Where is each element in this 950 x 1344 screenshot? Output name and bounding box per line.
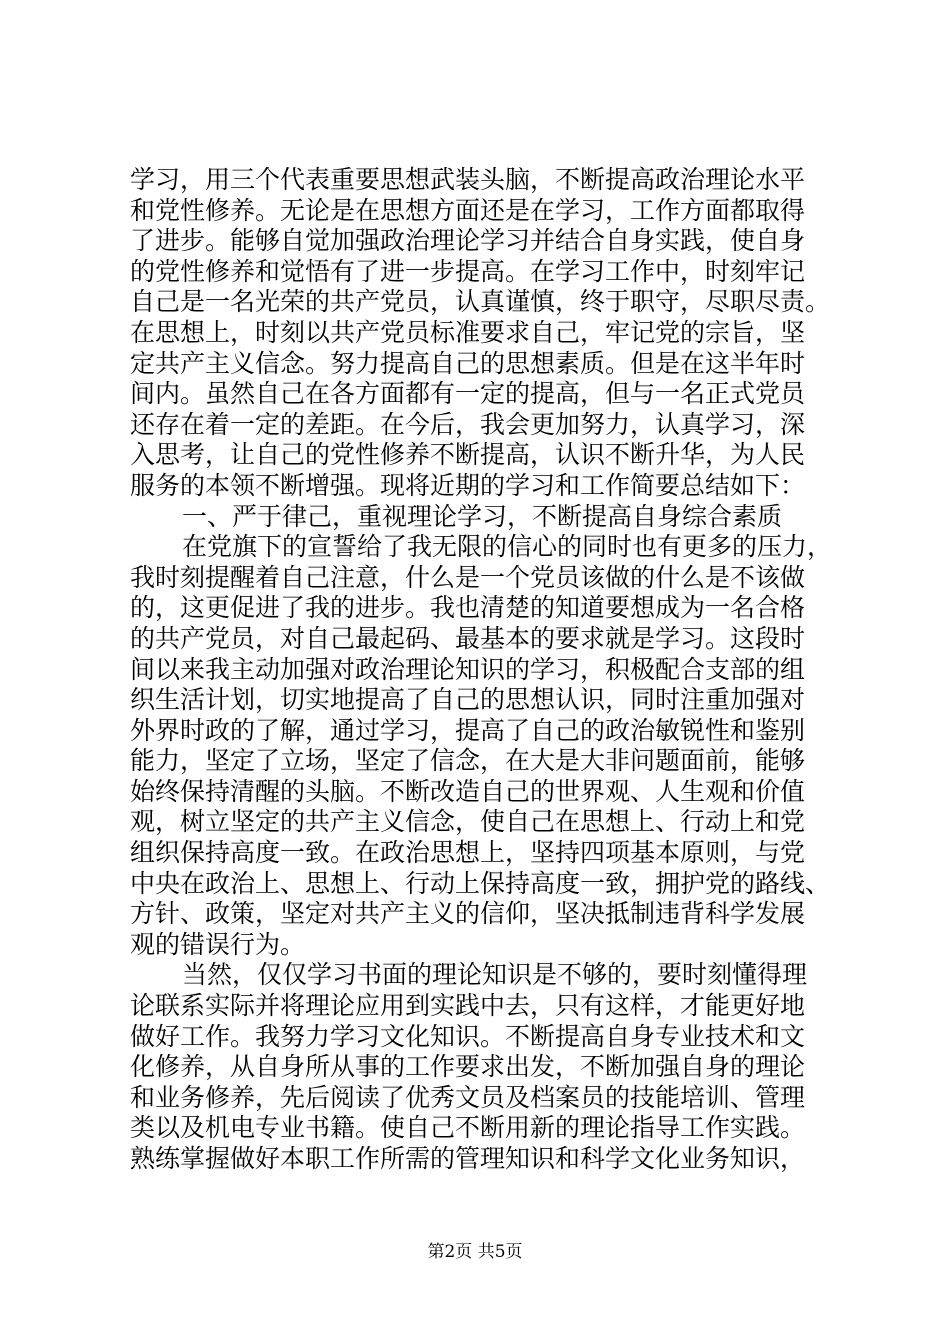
text-line: 和业务修养，先后阅读了优秀文员及档案员的技能培训、管理 (130, 1082, 806, 1112)
text-line: 在党旗下的宣誓给了我无限的信心的同时也有更多的压力， (182, 532, 833, 562)
text-line: 做好工作。我努力学习文化知识。不断提高自身专业技术和文 (130, 1021, 806, 1051)
text-line: 观，树立坚定的共产主义信念，使自己在思想上、行动上和党 (130, 807, 806, 837)
text-line: 一、严于律己，重视理论学习，不断提高自身综合素质 (182, 501, 783, 531)
text-line: 始终保持清醒的头脑。不断改造自己的世界观、人生观和价值 (130, 776, 806, 806)
text-line: 化修养，从自身所从事的工作要求出发，不断加强自身的理论 (130, 1052, 806, 1082)
text-line: 和党性修养。无论是在思想方面还是在学习，工作方面都取得 (130, 195, 806, 225)
text-line: 类以及机电专业书籍。使自己不断用新的理论指导工作实践。 (130, 1113, 806, 1143)
text-line: 学习，用三个代表重要思想武装头脑，不断提高政治理论水平 (130, 165, 806, 194)
text-line: 能力，坚定了立场，坚定了信念，在大是大非问题面前，能够 (130, 746, 806, 776)
text-line: 定共产主义信念。努力提高自己的思想素质。但是在这半年时 (130, 348, 806, 378)
text-line: 的，这更促进了我的进步。我也清楚的知道要想成为一名合格 (130, 593, 806, 623)
text-line: 当然，仅仅学习书面的理论知识是不够的，要时刻懂得理 (182, 960, 808, 990)
text-line: 自己是一名光荣的共产党员，认真谨慎，终于职守，尽职尽责。 (130, 287, 831, 317)
text-line: 还存在着一定的差距。在今后，我会更加努力，认真学习，深 (130, 409, 806, 439)
page-footer: 第2页 共5页 (427, 1242, 523, 1262)
text-line: 熟练掌握做好本职工作所需的管理知识和科学文化业务知识， (130, 1144, 806, 1173)
text-line: 的共产党员，对自己最起码、最基本的要求就是学习。这段时 (130, 623, 806, 653)
text-line: 我时刻提醒着自己注意，什么是一个党员该做的什么是不该做 (130, 562, 806, 592)
text-line: 间以来我主动加强对政治理论知识的学习，积极配合支部的组 (130, 654, 806, 684)
text-line: 论联系实际并将理论应用到实践中去，只有这样，才能更好地 (130, 991, 806, 1021)
text-line: 在思想上，时刻以共产党员标准要求自己，牢记党的宗旨，坚 (130, 317, 806, 347)
body-text (130, 165, 850, 1175)
text-line: 入思考，让自己的党性修养不断提高，认识不断升华，为人民 (130, 440, 806, 470)
text-line: 织生活计划，切实地提高了自己的思想认识，同时注重加强对 (130, 685, 806, 715)
text-line: 间内。虽然自己在各方面都有一定的提高，但与一名正式党员 (130, 379, 806, 409)
text-line: 中央在政治上、思想上、行动上保持高度一致，拥护党的路线、 (130, 868, 831, 898)
text-line: 观的错误行为。 (130, 929, 306, 959)
text-line: 的党性修养和觉悟有了进一步提高。在学习工作中，时刻牢记 (130, 256, 806, 286)
text-line: 方针、政策，坚定对共产主义的信仰，坚决抵制违背科学发展 (130, 899, 806, 929)
text-line: 了进步。能够自觉加强政治理论学习并结合自身实践，使自身 (130, 226, 806, 256)
text-line: 组织保持高度一致。在政治思想上，坚持四项基本原则，与党 (130, 838, 806, 868)
text-line: 外界时政的了解，通过学习，提高了自己的政治敏锐性和鉴别 (130, 715, 806, 745)
text-line: 服务的本领不断增强。现将近期的学习和工作简要总结如下： (130, 470, 806, 500)
